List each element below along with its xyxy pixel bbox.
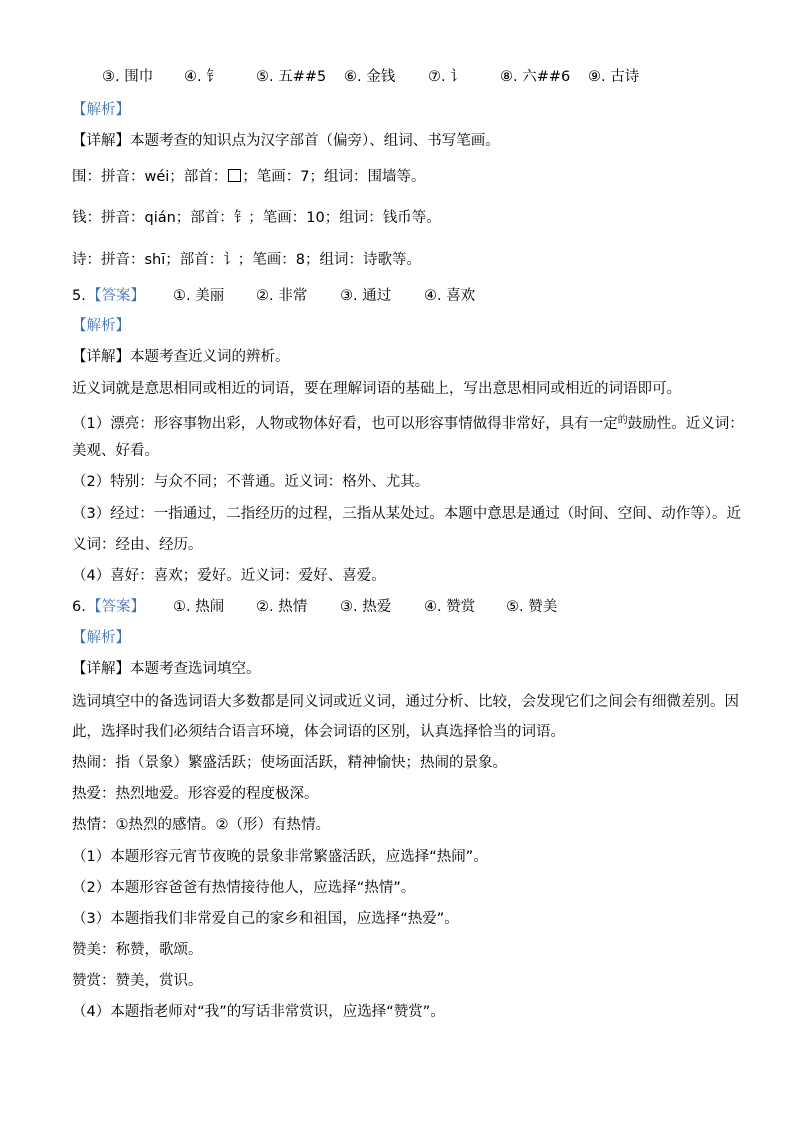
analysis-label: 【解析】 bbox=[72, 318, 130, 334]
definition-reqing: 热情：①热烈的感情。②（形）有热情。 bbox=[72, 817, 330, 833]
paragraph-continuation: 此，选择时我们必须结合语言环境，体会词语的区别，认真选择恰当的词语。 bbox=[72, 724, 565, 740]
answer-item: ①. 美丽 bbox=[173, 288, 225, 304]
paragraph-text: 近义词就是意思相同或相近的词语，要在理解词语的基础上，写出意思相同或相近的词语即可。 bbox=[72, 381, 681, 397]
answer-item: ④. 喜欢 bbox=[424, 288, 476, 304]
question-number: 5. bbox=[72, 288, 86, 304]
answer-item: ⑦. 讠 bbox=[428, 69, 465, 85]
analysis-label: 【解析】 bbox=[72, 102, 130, 118]
answer-item: ③. 热爱 bbox=[340, 599, 392, 615]
detail-text: 【详解】本题考查近义词的辨析。 bbox=[72, 349, 290, 365]
item-1-superscript: 的 bbox=[617, 415, 628, 426]
item-4-text: （4）喜好：喜欢；爱好。近义词：爱好、喜爱。 bbox=[72, 568, 386, 584]
sentence-4: （4）本题指老师对“我”的写话非常赏识，应选择“赞赏”。 bbox=[72, 1004, 445, 1020]
item-1-part-a: （1）漂亮：形容事物出彩，人物或物体好看，也可以形容事情做得非常好，具有一定 bbox=[72, 416, 618, 432]
definition-reai: 热爱：热烈地爱。形容爱的程度极深。 bbox=[72, 786, 319, 802]
answer-item: ①. 热闹 bbox=[173, 599, 225, 615]
item-3-text: （3）经过：一指通过，二指经历的过程，三指从某处过。本题中意思是通过（时间、空间、动作等）。近 bbox=[72, 506, 741, 522]
char-wei-entry bbox=[72, 167, 426, 187]
sentence-2: （2）本题形容爸爸有热情接待他人，应选择“热情”。 bbox=[72, 880, 416, 896]
char-wei-post: ；笔画：7；组词：围墙等。 bbox=[242, 169, 426, 185]
answer-item: ⑤. 五##5 bbox=[256, 69, 327, 85]
answer-item: ⑨. 古诗 bbox=[588, 69, 640, 85]
answer-item: ⑧. 六##6 bbox=[500, 69, 571, 85]
sentence-1: （1）本题形容元宵节夜晚的景象非常繁盛活跃，应选择“热闹”。 bbox=[72, 849, 488, 865]
question-number: 6. bbox=[72, 599, 86, 615]
answer-item: ④. 钅 bbox=[184, 69, 221, 85]
detail-text: 【详解】本题考查选词填空。 bbox=[72, 661, 261, 677]
char-shi-entry: 诗：拼音：shī；部首：讠；笔画：8；组词：诗歌等。 bbox=[72, 252, 421, 268]
radical-box-icon bbox=[228, 169, 241, 182]
q4-answers-row bbox=[0, 67, 794, 87]
definition-zanshang: 赞赏：赞美，赏识。 bbox=[72, 973, 203, 989]
item-3-continuation: 义词：经由、经历。 bbox=[72, 537, 203, 553]
item-2-text: （2）特别：与众不同；不普通。近义词：格外、尤其。 bbox=[72, 474, 430, 490]
answer-item: ⑤. 赞美 bbox=[506, 599, 558, 615]
q6-answer-row bbox=[0, 597, 794, 617]
item-1-continuation: 美观、好看。 bbox=[72, 443, 159, 459]
answer-item: ③. 通过 bbox=[340, 288, 392, 304]
answer-item: ③. 围巾 bbox=[102, 69, 154, 85]
definition-zanmei: 赞美：称赞，歌颂。 bbox=[72, 942, 203, 958]
paragraph-text: 选词填空中的备选词语大多数都是同义词或近义词，通过分析、比较，会发现它们之间会有细微差别。因 bbox=[72, 694, 739, 710]
char-qian-entry: 钱：拼音：qián；部首：钅；笔画：10；组词：钱币等。 bbox=[72, 210, 441, 226]
sentence-3: （3）本题指我们非常爱自己的家乡和祖国，应选择“热爱”。 bbox=[72, 911, 459, 927]
answer-label: 【答案】 bbox=[87, 599, 145, 615]
detail-text: 【详解】本题考查的知识点为汉字部首（偏旁）、组词、书写笔画。 bbox=[72, 133, 500, 149]
analysis-label: 【解析】 bbox=[72, 630, 130, 646]
answer-item: ②. 非常 bbox=[256, 288, 308, 304]
answer-item: ②. 热情 bbox=[256, 599, 308, 615]
item-1-part-b: 鼓励性。近义词： bbox=[627, 416, 744, 432]
item-1-text bbox=[72, 414, 744, 436]
q5-answer-row bbox=[0, 286, 794, 306]
definition-renao: 热闹：指（景象）繁盛活跃；使场面活跃，精神愉快；热闹的景象。 bbox=[72, 755, 507, 771]
answer-item: ⑥. 金钱 bbox=[344, 69, 396, 85]
answer-item: ④. 赞赏 bbox=[424, 599, 476, 615]
answer-label: 【答案】 bbox=[87, 288, 145, 304]
char-wei-pre: 围：拼音：wéi；部首： bbox=[72, 169, 228, 185]
